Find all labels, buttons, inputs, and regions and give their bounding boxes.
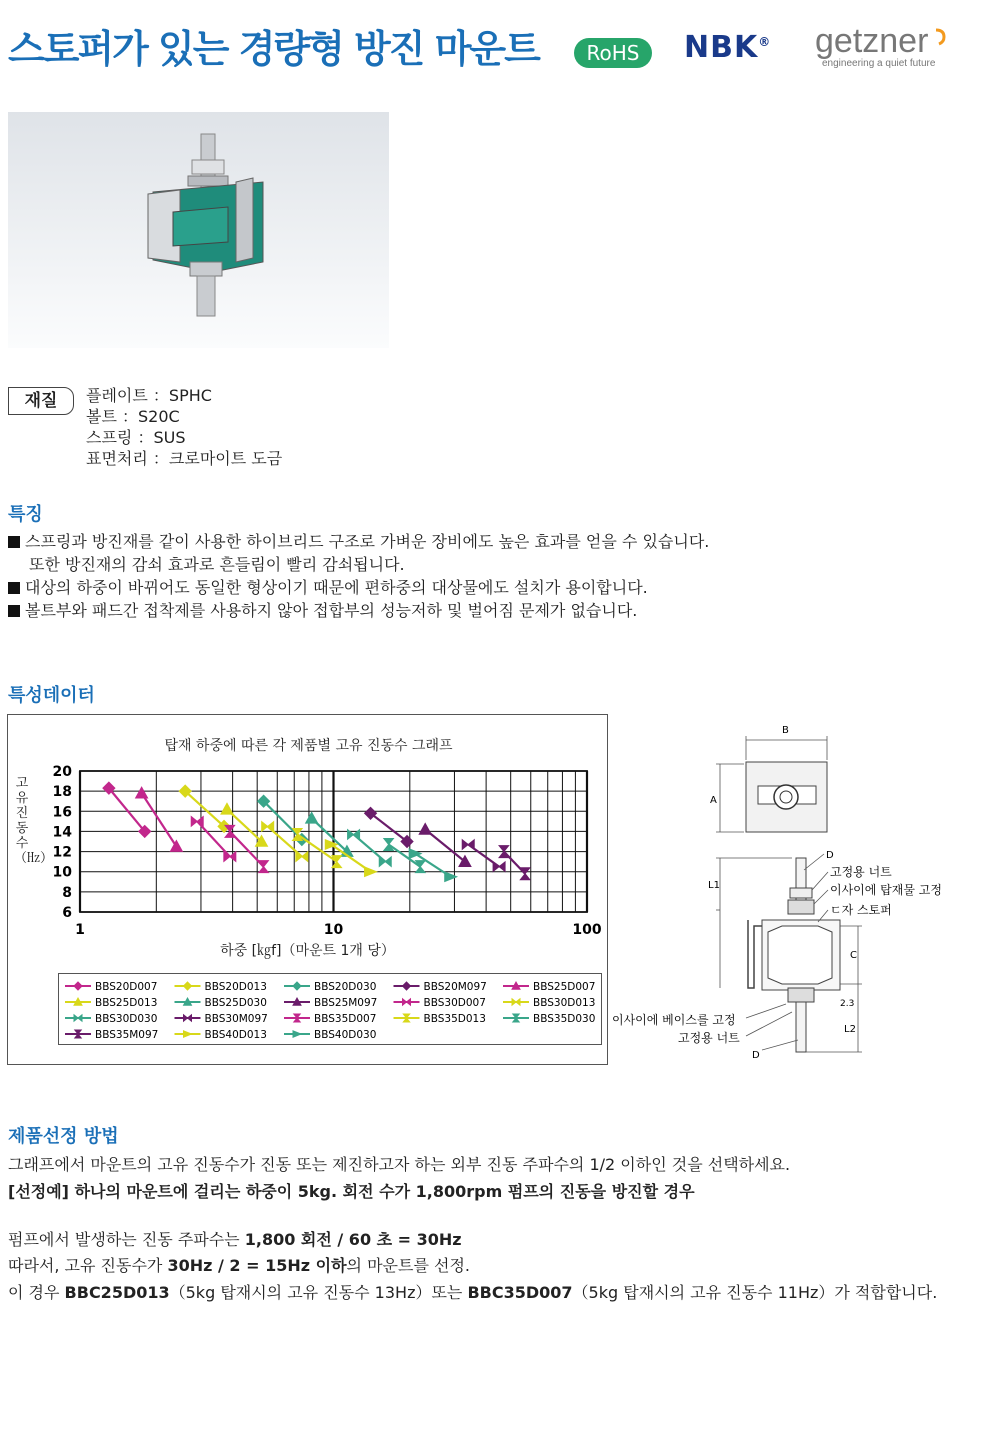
legend-label: BBS35D007 — [314, 1013, 377, 1025]
getzner-logo-mark-icon — [934, 28, 946, 46]
result-text: （5kg 탑재시의 고유 진동수 11Hz）가 적합합니다. — [572, 1283, 938, 1302]
rohs-badge: RoHS — [574, 38, 652, 68]
chart-point — [462, 840, 474, 850]
chart-point — [74, 982, 82, 990]
dim-a-label: A — [710, 795, 717, 806]
dim-d-top-label: D — [826, 850, 834, 861]
chart-point — [296, 852, 308, 862]
result-text: 이 경우 — [8, 1283, 65, 1302]
chart-point — [293, 1031, 301, 1037]
registered-mark: ® — [758, 35, 772, 49]
example-label: [선정예] — [8, 1182, 69, 1201]
chart-x-tick-label: 100 — [572, 922, 602, 938]
chart-point — [184, 1015, 192, 1021]
getzner-logo: getzner — [815, 22, 929, 60]
legend-label: BBS20D013 — [204, 981, 267, 993]
legend-label: BBS20M097 — [423, 981, 487, 993]
chart-point — [224, 852, 236, 862]
chart-series-line — [264, 801, 302, 839]
chart-point — [136, 787, 148, 798]
chart-point — [293, 982, 301, 990]
dim-23-label: 2.3 — [840, 999, 855, 1009]
chart-title: 탑재 하중에 따른 각 제품별 고유 진동수 그래프 — [164, 738, 453, 754]
feature-text: 스프링과 방진재를 같이 사용한 하이브리드 구조로 가벼운 장비에도 높은 효과를 얻을 수 있습니다. — [25, 532, 710, 551]
features-heading: 특징 — [8, 504, 43, 525]
legend-label: BBS30M097 — [204, 1013, 268, 1025]
chart-point — [416, 861, 426, 873]
callout-fixing-nut-bottom: 고정용 너트 — [678, 1031, 740, 1045]
chart-point — [379, 857, 391, 867]
callout-stopper: ㄷ자 스토퍼 — [830, 903, 892, 917]
chart-point — [184, 1031, 192, 1037]
chart-y-tick-label: 20 — [52, 764, 72, 780]
dim-c-label: C — [850, 950, 857, 961]
legend-label: BBS20D030 — [314, 981, 377, 993]
page-title: 스토퍼가 있는 경량형 방진 마운트 — [8, 27, 539, 71]
chart-point — [384, 839, 394, 851]
legend-label: BBS35D030 — [533, 1013, 596, 1025]
chart-x-axis-label: 하중 [㎏f]（마운트 1개 당） — [220, 943, 395, 959]
nbk-logo — [684, 30, 771, 65]
calc-text: 펌프에서 발생하는 진동 주파수는 — [8, 1230, 245, 1249]
chart-x-tick-label: 1 — [75, 922, 85, 938]
legend-label: BBS35M097 — [95, 1029, 159, 1041]
example-text: 하나의 마운트에 걸리는 하중이 5kg. 회전 수가 1,800rpm 펌프의 진동을 방진할 경우 — [74, 1182, 695, 1201]
calc-value: 1,800 회전 / 60 초 = 30Hz — [244, 1230, 462, 1249]
legend-label: BBS30D030 — [95, 1013, 158, 1025]
feature-text: 대상의 하중이 바뀌어도 동일한 형상이기 때문에 편하중의 대상물에도 설치가 용이합니다. — [25, 578, 648, 597]
selection-calc-line — [8, 1227, 462, 1250]
chart-legend — [58, 973, 602, 1045]
chart-series-line — [371, 813, 407, 841]
legend-label: BBS40D013 — [204, 1029, 267, 1041]
chart-point — [74, 1015, 82, 1021]
calc-text: 따라서, 고유 진동수가 — [8, 1256, 168, 1275]
chart-point — [191, 817, 203, 827]
selection-guide: 그래프에서 마운트의 고유 진동수가 진동 또는 제진하고자 하는 외부 진동 주파수의 1/2 이하인 것을 선택하세요. — [8, 1155, 791, 1174]
dimension-diagram — [612, 720, 1000, 1076]
chart-x-tick-label: 10 — [323, 922, 344, 938]
callout-mount-load: 이사이에 탑재물 고정 — [830, 883, 942, 897]
chart-point — [262, 822, 274, 832]
characteristics-heading: 특성데이터 — [8, 685, 95, 706]
chart-series-line — [142, 793, 177, 846]
chart-y-tick-label: 8 — [62, 884, 72, 901]
getzner-tagline: engineering a quiet future — [822, 58, 936, 69]
chart-point — [403, 999, 411, 1005]
result-product: BBC25D013 — [64, 1283, 170, 1302]
calc-value: 30Hz / 2 = 15Hz 이하 — [167, 1256, 347, 1275]
chart-point — [170, 841, 182, 852]
chart-point — [419, 823, 431, 834]
dim-b-label: B — [782, 725, 789, 736]
result-product: BBC35D007 — [467, 1283, 573, 1302]
material-line: 플레이트 ：SPHC — [86, 386, 212, 405]
nbk-logo-text: NBK — [684, 30, 759, 65]
legend-label: BBS25M097 — [314, 997, 378, 1009]
feature-text: 또한 방진재의 감쇠 효과로 흔들림이 빨리 감쇠됩니다. — [29, 555, 405, 574]
legend-label: BBS30D013 — [533, 997, 596, 1009]
legend-label: BBS20D007 — [95, 981, 158, 993]
chart-point — [221, 803, 233, 814]
chart-point — [306, 812, 318, 823]
dim-d-bottom-label: D — [752, 1050, 760, 1061]
legend-label: BBS25D007 — [533, 981, 596, 993]
material-line: 볼트 ：S20C — [86, 407, 180, 426]
chart-y-tick-label: 18 — [52, 784, 72, 801]
legend-label: BBS35D013 — [423, 1013, 486, 1025]
chart-y-tick-label: 12 — [52, 844, 72, 861]
material-line: 스프링 ：SUS — [86, 428, 186, 447]
callout-fix-base: 이사이에 베이스를 고정 — [612, 1013, 736, 1027]
chart-point — [512, 999, 520, 1005]
chart-point — [403, 982, 411, 990]
chart-point — [365, 867, 377, 877]
chart-point — [520, 868, 530, 880]
dim-l1-label: L1 — [708, 880, 720, 891]
selection-result-line — [8, 1280, 937, 1303]
callout-fixing-nut-top: 고정용 너트 — [830, 865, 892, 879]
dim-l2-label: L2 — [844, 1024, 856, 1035]
chart-plot — [0, 0, 620, 1000]
legend-label: BBS30D007 — [423, 997, 486, 1009]
chart-y-tick-label: 14 — [52, 824, 72, 841]
legend-label: BBS40D030 — [314, 1029, 377, 1041]
legend-label: BBS25D013 — [95, 997, 158, 1009]
chart-point — [493, 862, 505, 872]
calc-text: 의 마운트를 선정. — [346, 1256, 470, 1275]
material-badge: 재질 — [8, 387, 74, 415]
material-line: 표면처리 ：크로마이트 도금 — [86, 449, 283, 468]
legend-label: BBS25D030 — [204, 997, 267, 1009]
selection-heading: 제품선정 방법 — [8, 1126, 119, 1147]
feature-text: 볼트부와 패드간 접착제를 사용하지 않아 접합부의 성능저하 및 벌어짐 문제가 없습니다. — [25, 601, 638, 620]
chart-point — [184, 982, 192, 990]
chart-y-tick-label: 6 — [62, 905, 72, 921]
chart-y-tick-label: 16 — [52, 804, 72, 821]
selection-example — [8, 1179, 695, 1202]
chart-series-line — [230, 831, 264, 866]
chart-y-tick-label: 10 — [52, 864, 72, 881]
chart-y-axis-label: 고유진동수（㎐） — [14, 776, 54, 866]
result-text: （5kg 탑재시의 고유 진동수 13Hz）또는 — [169, 1283, 468, 1302]
selection-calc-line — [8, 1253, 470, 1276]
chart-point — [259, 861, 269, 873]
